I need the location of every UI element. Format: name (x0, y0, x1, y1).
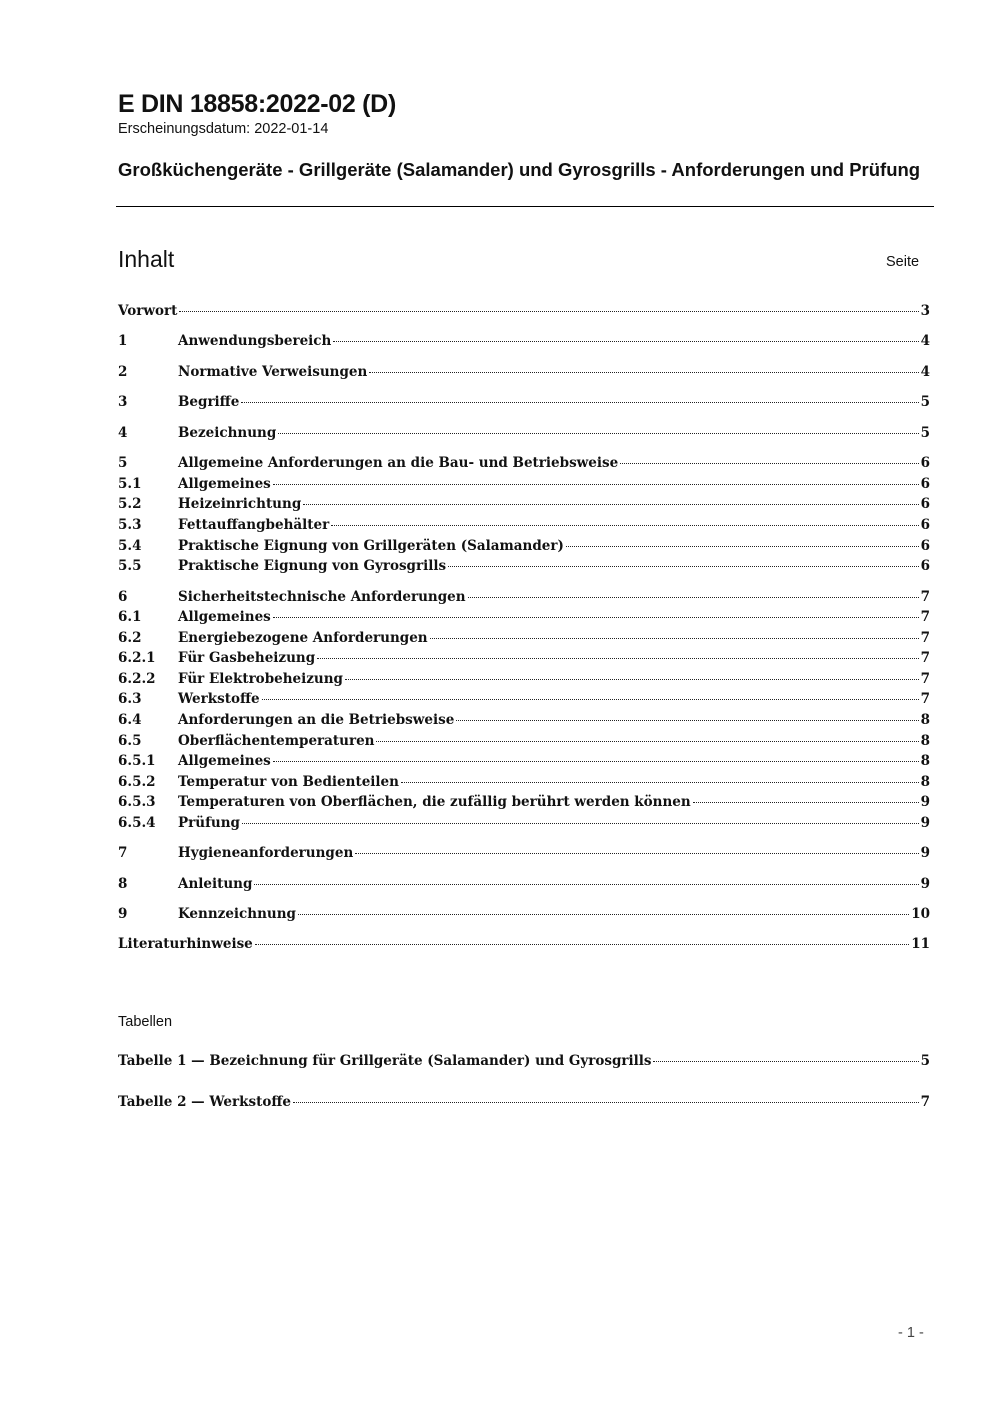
dot-leader (273, 617, 919, 618)
toc-entry[interactable] (118, 609, 930, 629)
publication-date: Erscheinungsdatum: 2022-01-14 (118, 121, 329, 137)
toc-entry[interactable] (118, 845, 930, 865)
toc-entry-label: Oberflächentemperaturen (178, 733, 375, 749)
toc-entry-number: 6.3 (118, 691, 142, 707)
toc-entry[interactable] (118, 733, 930, 753)
toc-entry-page: 5 (920, 1053, 930, 1069)
toc-entry-number: 1 (118, 333, 128, 349)
toc-entry-number: 3 (118, 394, 128, 410)
toc-entry-page: 8 (920, 733, 930, 749)
toc-entry-number: 8 (118, 876, 128, 892)
toc-entry-number: 6.4 (118, 712, 142, 728)
toc-entry[interactable] (118, 630, 930, 650)
dot-leader (331, 525, 918, 526)
toc-entry-page: 6 (920, 476, 930, 492)
toc-entry-number: 9 (118, 906, 128, 922)
toc-entry-page: 11 (911, 936, 930, 952)
dot-leader (653, 1061, 918, 1062)
toc-entry-page: 7 (920, 589, 930, 605)
dot-leader (254, 884, 918, 885)
toc-entry-number: 7 (118, 845, 128, 861)
toc-entry-label: Anleitung (178, 876, 253, 892)
toc-entry[interactable] (118, 936, 930, 956)
toc-entry-page: 8 (920, 774, 930, 790)
toc-entry[interactable] (118, 712, 930, 732)
toc-entry-page: 7 (920, 650, 930, 666)
toc-entry-number: 6.2.2 (118, 671, 156, 687)
toc-entry-page: 6 (920, 455, 930, 471)
toc-entry-label: Anwendungsbereich (178, 333, 332, 349)
toc-entry-label: Allgemeines (178, 609, 271, 625)
toc-entry-number: 6.5.1 (118, 753, 156, 769)
title-divider (116, 206, 934, 207)
toc-entry-label: Temperatur von Bedienteilen (178, 774, 399, 790)
toc-entry-label: Temperaturen von Oberflächen, die zufällig berührt werden können (178, 794, 691, 810)
toc-entry[interactable] (118, 906, 930, 926)
toc-entry[interactable] (118, 394, 930, 414)
dot-leader (255, 944, 909, 945)
dot-leader (401, 782, 919, 783)
toc-entry-label: Praktische Eignung von Gyrosgrills (178, 558, 447, 574)
toc-entry[interactable] (118, 876, 930, 896)
toc-entry-page: 9 (920, 845, 930, 861)
toc-entry-label: Tabelle 1 — Bezeichnung für Grillgeräte (Salamander) und Gyrosgrills (118, 1053, 652, 1069)
toc-entry-number: 5.4 (118, 538, 142, 554)
toc-entry-label: Prüfung (178, 815, 240, 831)
toc-entry-page: 7 (920, 1094, 930, 1110)
document-title: Großküchengeräte - Grillgeräte (Salamander) und Gyrosgrills - Anforderungen und Prüfung (118, 159, 921, 180)
toc-entry-page: 3 (920, 303, 930, 319)
toc-entry[interactable] (118, 364, 930, 384)
toc-entry[interactable] (118, 496, 930, 516)
toc-entry-page: 7 (920, 630, 930, 646)
toc-entry[interactable] (118, 1094, 930, 1114)
toc-entry-number: 2 (118, 364, 128, 380)
dot-leader (448, 566, 919, 567)
dot-leader (345, 679, 919, 680)
toc-entry[interactable] (118, 425, 930, 445)
toc-entry-page: 9 (920, 794, 930, 810)
dot-leader (179, 311, 918, 312)
toc-entry-number: 5.1 (118, 476, 142, 492)
toc-entry[interactable] (118, 753, 930, 773)
toc-entry-label: Normative Verweisungen (178, 364, 368, 380)
toc-entry[interactable] (118, 815, 930, 835)
toc-entry-label: Für Elektrobeheizung (178, 671, 343, 687)
toc-entry-label: Praktische Eignung von Grillgeräten (Salamander) (178, 538, 564, 554)
toc-entry[interactable] (118, 558, 930, 578)
toc-entry[interactable] (118, 455, 930, 475)
tables-heading: Tabellen (118, 1014, 173, 1030)
toc-entry-page: 8 (920, 712, 930, 728)
toc-entry-number: 6.5.4 (118, 815, 156, 831)
toc-entry-number: 6.5.2 (118, 774, 156, 790)
toc-entry[interactable] (118, 333, 930, 353)
dot-leader (369, 372, 918, 373)
dot-leader (566, 546, 919, 547)
dot-leader (242, 823, 919, 824)
toc-entry-label: Allgemeines (178, 476, 271, 492)
toc-entry-page: 7 (920, 609, 930, 625)
toc-entry[interactable] (118, 303, 930, 323)
page-column-heading: Seite (886, 254, 920, 270)
dot-leader (317, 658, 918, 659)
toc-entry-page: 6 (920, 517, 930, 533)
toc-entry[interactable] (118, 691, 930, 711)
toc-entry-page: 4 (920, 333, 930, 349)
dot-leader (241, 402, 918, 403)
toc-entry-label: Allgemeines (178, 753, 271, 769)
toc-entry-label: Bezeichnung (178, 425, 277, 441)
toc-entry-page: 6 (920, 558, 930, 574)
toc-entry[interactable] (118, 476, 930, 496)
dot-leader (278, 433, 918, 434)
toc-entry-label: Allgemeine Anforderungen an die Bau- und Betriebsweise (178, 455, 619, 471)
toc-entry-page: 7 (920, 671, 930, 687)
toc-entry-page: 6 (920, 496, 930, 512)
toc-entry-label: Werkstoffe (178, 691, 260, 707)
toc-entry-label: Fettauffangbehälter (178, 517, 330, 533)
toc-entry[interactable] (118, 538, 930, 558)
dot-leader (303, 504, 918, 505)
dot-leader (262, 699, 919, 700)
toc-entry-page: 9 (920, 876, 930, 892)
toc-entry-number: 6.5 (118, 733, 142, 749)
toc-entry-label: Für Gasbeheizung (178, 650, 316, 666)
toc-entry[interactable] (118, 794, 930, 814)
toc-entry-label: Heizeinrichtung (178, 496, 302, 512)
toc-entry-label: Sicherheitstechnische Anforderungen (178, 589, 466, 605)
toc-entry[interactable] (118, 671, 930, 691)
dot-leader (298, 914, 909, 915)
toc-entry-number: 5.5 (118, 558, 142, 574)
toc-entry-number: 6.2.1 (118, 650, 156, 666)
dot-leader (430, 638, 919, 639)
toc-entry[interactable] (118, 517, 930, 537)
toc-entry-number: 5 (118, 455, 128, 471)
dot-leader (456, 720, 918, 721)
toc-entry-number: 6.2 (118, 630, 142, 646)
dot-leader (333, 341, 918, 342)
toc-entry-page: 10 (911, 906, 930, 922)
toc-entry-number: 6.1 (118, 609, 142, 625)
toc-entry-label: Vorwort (118, 303, 178, 319)
contents-heading: Inhalt (118, 246, 175, 272)
toc-entry-page: 5 (920, 394, 930, 410)
toc-entry-page: 8 (920, 753, 930, 769)
toc-entry[interactable] (118, 1053, 930, 1073)
dot-leader (293, 1102, 919, 1103)
dot-leader (355, 853, 918, 854)
toc-entry-label: Begriffe (178, 394, 240, 410)
toc-entry-number: 5.3 (118, 517, 142, 533)
toc-entry-label: Energiebezogene Anforderungen (178, 630, 428, 646)
dot-leader (273, 761, 919, 762)
toc-entry-label: Tabelle 2 — Werkstoffe (118, 1094, 291, 1110)
toc-entry-label: Kennzeichnung (178, 906, 296, 922)
dot-leader (468, 597, 919, 598)
dot-leader (376, 741, 918, 742)
toc-entry[interactable] (118, 650, 930, 670)
toc-entry-page: 4 (920, 364, 930, 380)
toc-entry[interactable] (118, 774, 930, 794)
dot-leader (693, 802, 919, 803)
document-id: E DIN 18858:2022-02 (D) (118, 90, 396, 118)
toc-entry-label: Hygieneanforderungen (178, 845, 354, 861)
toc-entry-number: 6 (118, 589, 128, 605)
page-number: - 1 - (898, 1325, 924, 1341)
dot-leader (273, 484, 919, 485)
toc-entry-page: 5 (920, 425, 930, 441)
toc-entry-page: 7 (920, 691, 930, 707)
toc-entry-number: 6.5.3 (118, 794, 156, 810)
dot-leader (620, 463, 918, 464)
toc-entry-page: 9 (920, 815, 930, 831)
toc-entry[interactable] (118, 589, 930, 609)
toc-entry-label: Literaturhinweise (118, 936, 253, 952)
toc-entry-number: 4 (118, 425, 128, 441)
toc-entry-page: 6 (920, 538, 930, 554)
toc-entry-number: 5.2 (118, 496, 142, 512)
toc-entry-label: Anforderungen an die Betriebsweise (178, 712, 455, 728)
